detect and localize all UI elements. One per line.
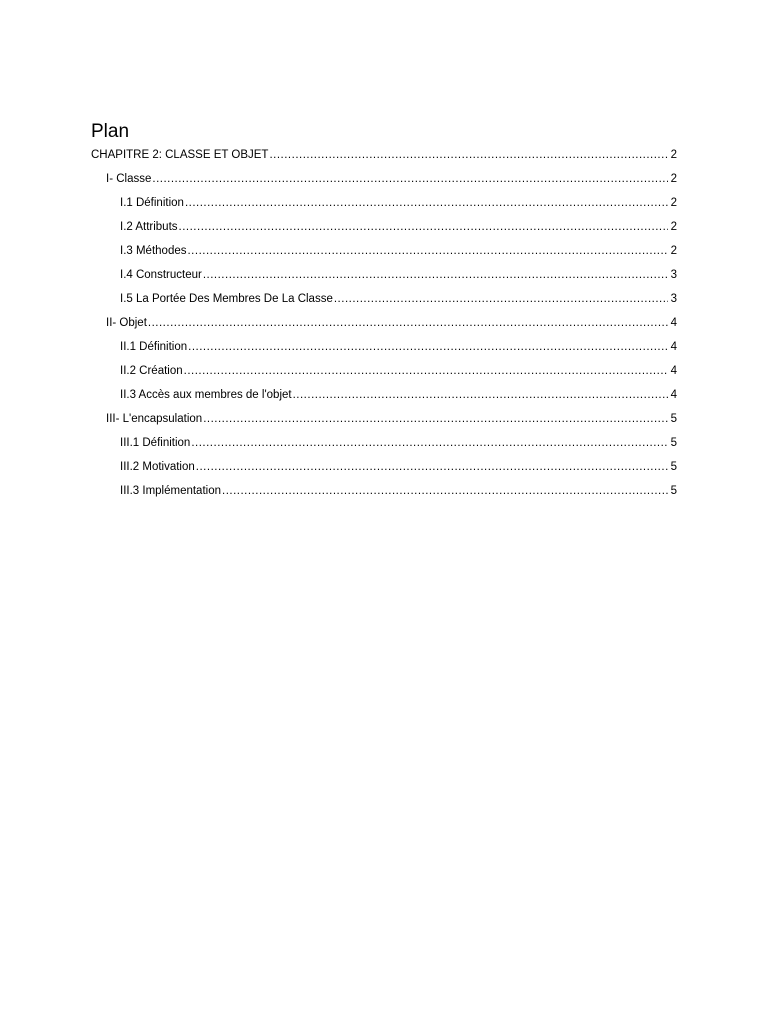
toc-page-number: 2 <box>670 149 677 161</box>
toc-entry-label: III- L'encapsulation <box>106 413 203 425</box>
toc-entry-label: II.1 Définition <box>120 341 188 353</box>
toc-entry-label: I.4 Constructeur <box>120 269 202 281</box>
toc-dot-leader <box>269 149 667 161</box>
toc-dot-leader <box>196 461 668 473</box>
toc-entry-label: II.3 Accès aux membres de l'objet <box>120 389 292 401</box>
table-of-contents <box>91 143 677 503</box>
toc-entry-label: II- Objet <box>106 317 147 329</box>
toc-entry-label: III.2 Motivation <box>120 461 195 473</box>
toc-entry[interactable] <box>91 479 677 503</box>
toc-page-number: 3 <box>670 293 677 305</box>
toc-dot-leader <box>184 365 668 377</box>
toc-dot-leader <box>152 173 667 185</box>
toc-dot-leader <box>222 485 668 497</box>
toc-entry-label: I.3 Méthodes <box>120 245 187 257</box>
toc-dot-leader <box>148 317 668 329</box>
toc-entry-label: I- Classe <box>106 173 152 185</box>
toc-dot-leader <box>191 437 667 449</box>
toc-dot-leader <box>185 197 668 209</box>
toc-page-number: 4 <box>670 365 677 377</box>
toc-dot-leader <box>187 245 667 257</box>
toc-page-number: 5 <box>670 437 677 449</box>
toc-dot-leader <box>179 221 668 233</box>
toc-entry-label: CHAPITRE 2: CLASSE ET OBJET <box>91 149 269 161</box>
toc-page-number: 3 <box>670 269 677 281</box>
toc-entry[interactable] <box>91 263 677 287</box>
toc-dot-leader <box>203 269 668 281</box>
toc-dot-leader <box>188 341 667 353</box>
toc-page-number: 4 <box>670 389 677 401</box>
toc-entry-label: III.3 Implémentation <box>120 485 221 497</box>
toc-dot-leader <box>293 389 668 401</box>
toc-entry[interactable] <box>91 431 677 455</box>
toc-page-number: 2 <box>670 221 677 233</box>
toc-entry[interactable] <box>91 287 677 311</box>
toc-entry[interactable] <box>91 455 677 479</box>
toc-title: Plan <box>91 121 130 142</box>
toc-entry[interactable] <box>91 383 677 407</box>
toc-entry[interactable] <box>91 359 677 383</box>
toc-page-number: 2 <box>670 197 677 209</box>
toc-dot-leader <box>203 413 667 425</box>
toc-entry-label: I.5 La Portée Des Membres De La Classe <box>120 293 333 305</box>
toc-entry[interactable] <box>91 311 677 335</box>
toc-entry-label: III.1 Définition <box>120 437 191 449</box>
toc-dot-leader <box>334 293 668 305</box>
toc-page-number: 5 <box>670 461 677 473</box>
toc-entry[interactable] <box>91 143 677 167</box>
toc-page-number: 2 <box>670 173 677 185</box>
toc-entry-label: I.2 Attributs <box>120 221 178 233</box>
toc-entry[interactable] <box>91 407 677 431</box>
toc-entry[interactable] <box>91 239 677 263</box>
toc-page-number: 2 <box>670 245 677 257</box>
toc-entry[interactable] <box>91 215 677 239</box>
toc-entry[interactable] <box>91 191 677 215</box>
toc-page-number: 4 <box>670 341 677 353</box>
toc-entry[interactable] <box>91 335 677 359</box>
toc-page-number: 5 <box>670 413 677 425</box>
toc-entry-label: II.2 Création <box>120 365 183 377</box>
toc-entry[interactable] <box>91 167 677 191</box>
toc-entry-label: I.1 Définition <box>120 197 184 209</box>
toc-page-number: 5 <box>670 485 677 497</box>
toc-page-number: 4 <box>670 317 677 329</box>
